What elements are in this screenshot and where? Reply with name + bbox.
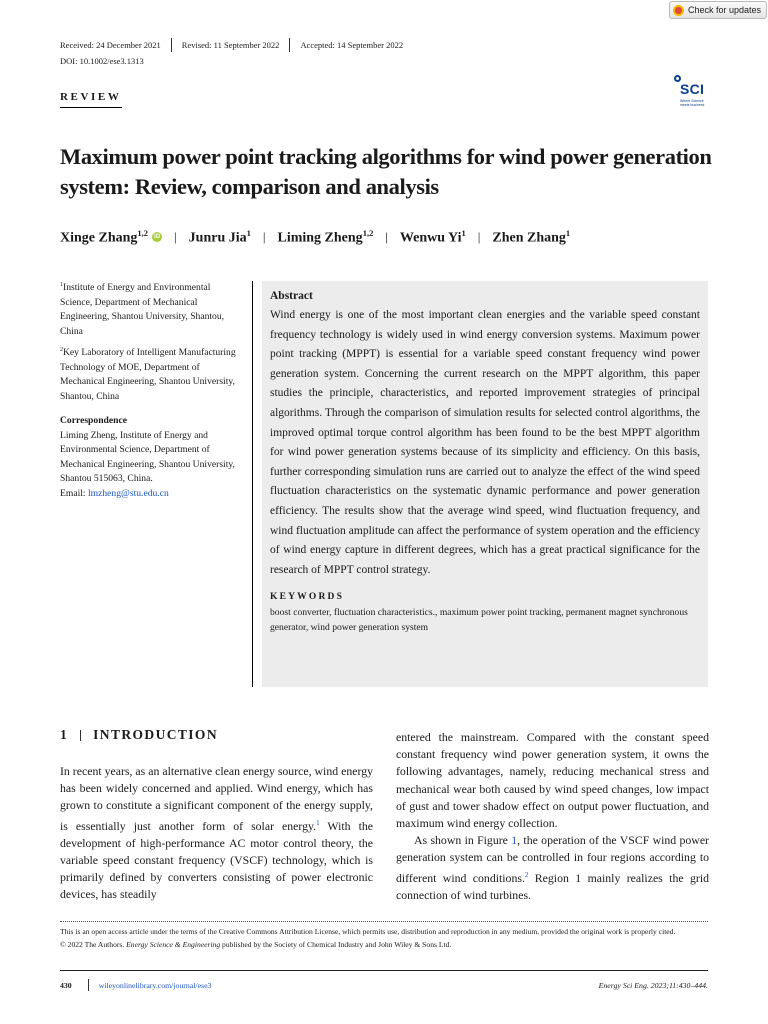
paragraph: In recent years, as an alternative clean energy source, wind energy has been widely concerned and applied. Wind energy, which has grown to constitute a significant component of the energy supply, is essentially just another form of solar energy.$^1$ With the development of high-performance AC motor control theory, the variable speed constant frequency (VSCF) technology, which is primarily defined by converters consisting of power electronic devices, has steadily <box>60 764 373 902</box>
author-separator: | <box>385 229 388 245</box>
journal-citation: Energy Sci Eng. 2023;11:430–444. <box>598 980 708 990</box>
page-footer <box>60 979 708 991</box>
body-column-left <box>60 763 373 904</box>
orcid-icon[interactable]: iD <box>154 234 161 241</box>
citation-link[interactable]: 2 <box>524 870 529 879</box>
citation-link[interactable]: 1 <box>316 818 320 827</box>
author: Junru Jia$^1$ <box>188 228 251 246</box>
footer-rule <box>60 970 708 971</box>
paragraph: As shown in Figure 1, the operation of the VSCF wind power generation system can be controlled in four regions according to different wind conditions.$^2$ Region 1 mainly realizes the grid connection of wind turbines. <box>396 833 709 902</box>
body-column-right <box>396 729 709 904</box>
section-title: INTRODUCTION <box>93 727 218 742</box>
section-heading <box>60 727 218 743</box>
sci-logo-text: SCI <box>680 81 705 97</box>
license-text: This is an open access article under the terms of the Creative Commons Attribution License, which permits use, distribution and reproduction in any medium, provided the original work is properly cited. <box>60 927 676 936</box>
author: Xinge Zhang$^{1,2}$ <box>60 228 149 246</box>
license-footnote <box>60 926 708 951</box>
affiliation: $^1$Institute of Energy and Environmental Science, Department of Mechanical Engineering, Shantou University, Shantou, China <box>60 282 225 337</box>
abstract-box <box>262 281 708 687</box>
correspondence-text: Liming Zheng, Institute of Energy and Environmental Science, Department of Mechanical Engineering, Shantou University, Shantou 515063, China. Email: lmzheng@stu.edu.cn <box>60 429 235 499</box>
author: Liming Zheng$^{1,2}$ <box>277 228 374 246</box>
doi: DOI: 10.1002/ese3.1313 <box>60 56 144 66</box>
author-separator: | <box>174 229 177 245</box>
copyright-text: © 2022 The Authors. Energy Science & Engineering published by the Society of Chemical Industry and John Wiley & Sons Ltd. <box>60 939 452 949</box>
author-separator: | <box>262 229 266 245</box>
sci-logo <box>672 74 714 110</box>
article-dates <box>60 38 403 52</box>
keywords-heading: KEYWORDS <box>270 592 345 603</box>
abstract-heading: Abstract <box>270 290 313 302</box>
section-separator <box>80 730 81 741</box>
section-number: 1 <box>60 727 69 742</box>
date-separator <box>171 38 172 52</box>
article-type: REVIEW <box>60 91 122 103</box>
revised-date: Revised: 11 September 2022 <box>181 40 280 50</box>
article-title: Maximum power point tracking algorithms for wind power generation system: Review, comparison and analysis <box>60 144 712 199</box>
sci-logo-subtext: Where Science meets business <box>680 99 705 107</box>
author: Wenwu Yi$^1$ <box>399 228 466 246</box>
received-date: Received: 24 December 2021 <box>60 40 161 50</box>
author-list <box>60 228 570 247</box>
keywords-text: boost converter, fluctuation characteristics., maximum power point tracking, permanent magnet synchronous generator, wind power generation system <box>270 607 688 634</box>
article-type-underline <box>60 107 122 108</box>
email-link[interactable]: lmzheng@stu.edu.cn <box>87 487 169 499</box>
crossmark-icon <box>673 5 684 16</box>
column-divider <box>252 281 253 687</box>
correspondence-heading: Correspondence <box>60 415 127 427</box>
footnote-divider <box>60 921 708 922</box>
page-number: 430 <box>60 980 72 990</box>
check-for-updates-label: Check for updates <box>688 5 762 15</box>
abstract-text: Wind energy is one of the most important clean energies and the variable speed constant frequency technology is widely used in wind energy conversion systems. Maximum power point tracking (MPPT) is essential for a variable speed constant frequency wind power generation system. Concerning the current research on the MPPT algorithm, this paper studies the principle, characteristics, and reported improvement strategies of principal algorithms. Through the comparison of simulation results for selected control algorithms, the improved optimal torque control algorithm has been found to be the best MPPT algorithm for wind power generation systems because of its simplicity and efficiency. On this basis, further corresponding simulation runs are carried out to analyze the effect of the wind speed fluctuation characteristics on the systematic dynamic performance and power generation efficiency. The results show that the average wind speed, wind fluctuation frequency, and wind fluctuation amplitude can affect the performance of system operation and the efficiency of wind energy capture in different degrees, which has a great practical significance for the research of MPPT control strategy. <box>270 309 700 576</box>
affiliation: $^2$Key Laboratory of Intelligent Manufacturing Technology of MOE, Department of Mechanical Engineering, Shantou University, Shantou, China <box>60 347 236 402</box>
affiliations <box>60 278 245 505</box>
journal-url-link[interactable]: wileyonlinelibrary.com/journal/ese3 <box>98 980 212 990</box>
accepted-date: Accepted: 14 September 2022 <box>300 40 404 50</box>
author-separator: | <box>477 229 481 245</box>
paragraph: entered the mainstream. Compared with the constant speed constant frequency wind power generation system, it owns the following advantages, namely, reducing mechanical stress and mechanical wear both caused by wind speed changes, low impact of gust and tower shadow effect on output power fluctuation, and maximum wind energy collection. <box>396 730 709 831</box>
footer-separator <box>88 979 89 991</box>
date-separator <box>289 38 290 52</box>
author: Zhen Zhang$^1$ <box>492 228 571 246</box>
check-for-updates-button[interactable] <box>669 1 767 19</box>
figure-link[interactable]: 1 <box>511 833 518 848</box>
